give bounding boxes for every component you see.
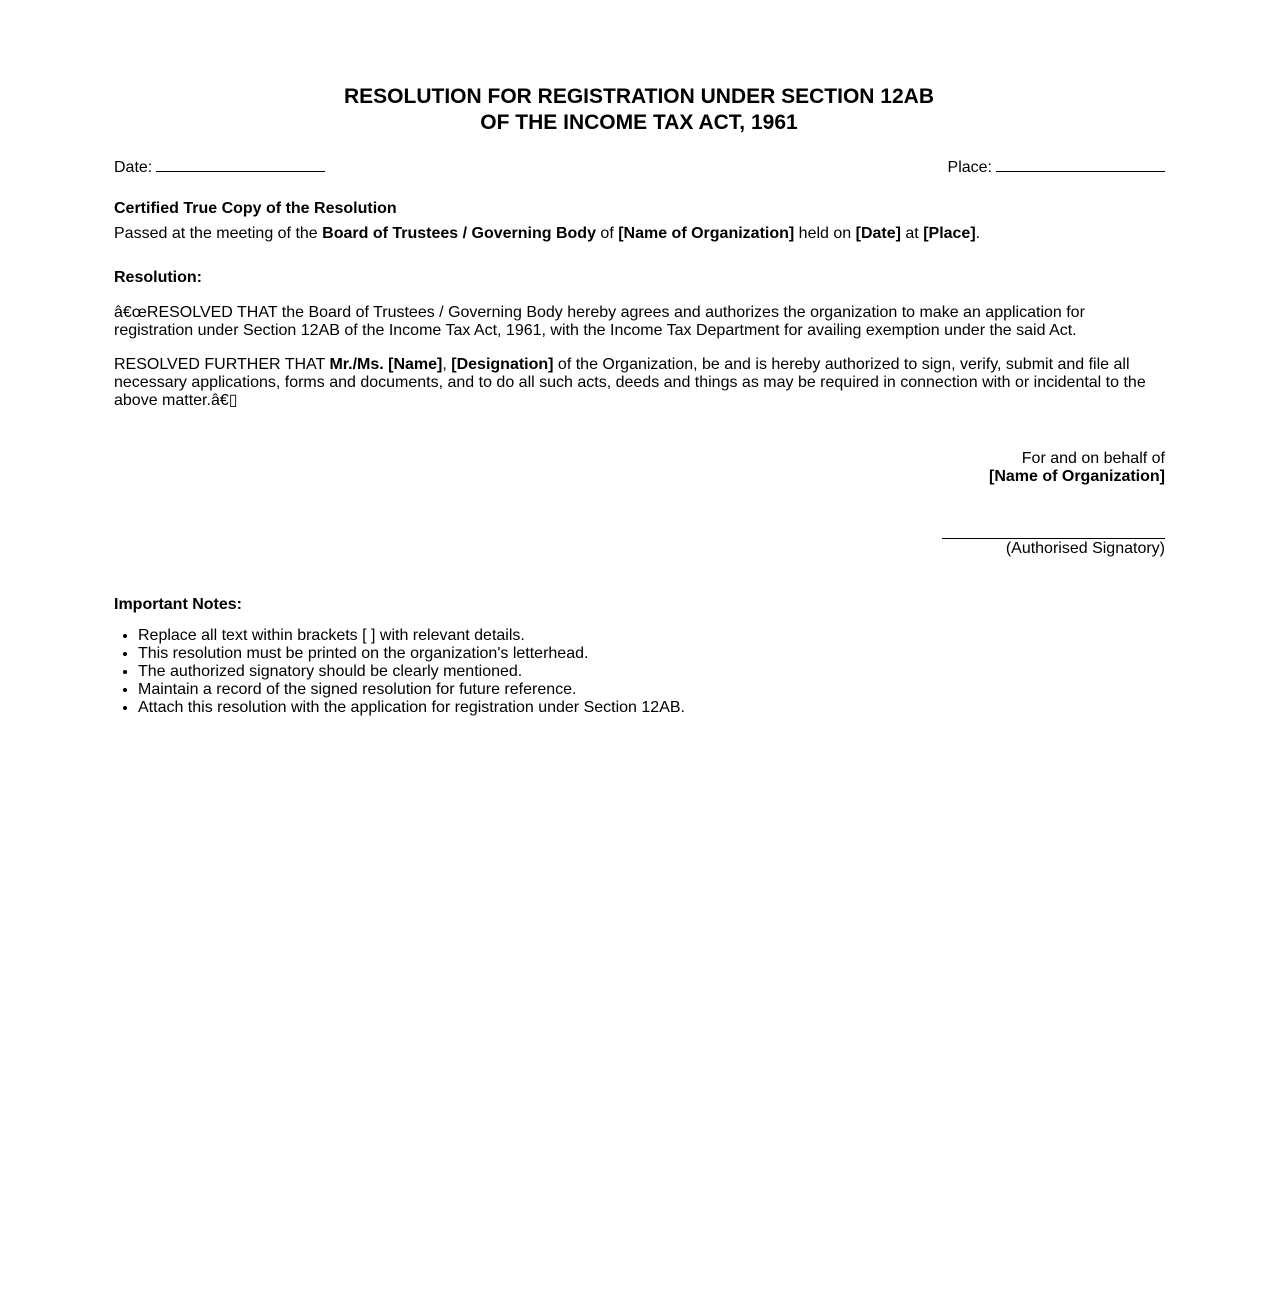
place-field [948, 156, 1165, 177]
authorised-signatory-label: (Authorised Signatory) [1005, 540, 1165, 557]
note-item: • Replace all text within brackets [ ] with relevant details. [138, 627, 1178, 645]
held-on-text: held on [794, 225, 856, 242]
para2-prefix: RESOLVED FURTHER THAT [114, 356, 330, 373]
organization-placeholder: [Name of Organization] [618, 225, 795, 242]
behalf-text: For and on behalf of [1021, 450, 1165, 467]
end-period: . [975, 225, 981, 242]
signature-organization-placeholder: [Name of Organization] [988, 468, 1165, 485]
note-item: • This resolution must be printed on the organization's letterhead. [138, 645, 1178, 663]
passed-at-meeting-text [114, 225, 1166, 243]
resolution-heading: Resolution: [114, 269, 202, 286]
authorized-person-designation: [Designation] [451, 356, 554, 373]
important-notes-list [114, 627, 1178, 717]
governing-body-name: Board of Trustees / Governing Body [322, 225, 596, 242]
para2-suffix: of the Organization, be and is hereby authorized to sign, verify, submit and file all necessary applications, forms and documents, and to do all such acts, deeds and things as may be required in connection with or incidental to the above matter.â€▯ [114, 356, 1146, 409]
on-behalf-block [989, 450, 1165, 486]
title-line-2: OF THE INCOME TAX ACT, 1961 [480, 111, 798, 134]
note-item: • Attach this resolution with the application for registration under Section 12AB. [138, 699, 1178, 717]
place-blank-line [996, 156, 1165, 172]
passed-prefix: Passed at the meeting of the [114, 225, 323, 242]
note-item: • Maintain a record of the signed resolution for future reference. [138, 681, 1178, 699]
resolution-paragraph-1: â€œRESOLVED THAT the Board of Trustees / Governing Body hereby agrees and authorizes the organization to make an application for registration under Section 12AB of the Income Tax Act, 1961, with the Income Tax Department for availing exemption under the said Act. [114, 304, 1085, 339]
date-placeholder: [Date] [855, 225, 901, 242]
para2-comma: , [442, 356, 452, 373]
at-text: at [900, 225, 924, 242]
date-blank-line [156, 156, 325, 172]
authorized-person-name: Mr./Ms. [Name] [329, 356, 443, 373]
of-text: of [595, 225, 619, 242]
date-field [114, 156, 325, 177]
certified-heading: Certified True Copy of the Resolution [114, 200, 397, 217]
note-item: • The authorized signatory should be clearly mentioned. [138, 663, 1178, 681]
place-label: Place: [947, 159, 992, 176]
document-title [0, 84, 1278, 136]
important-notes-heading: Important Notes: [114, 596, 242, 613]
date-label: Date: [114, 159, 153, 176]
title-line-1: RESOLUTION FOR REGISTRATION UNDER SECTION 12AB [344, 85, 934, 108]
signature-line [942, 538, 1165, 539]
place-placeholder: [Place] [923, 225, 976, 242]
resolution-paragraph-2 [114, 356, 1166, 410]
